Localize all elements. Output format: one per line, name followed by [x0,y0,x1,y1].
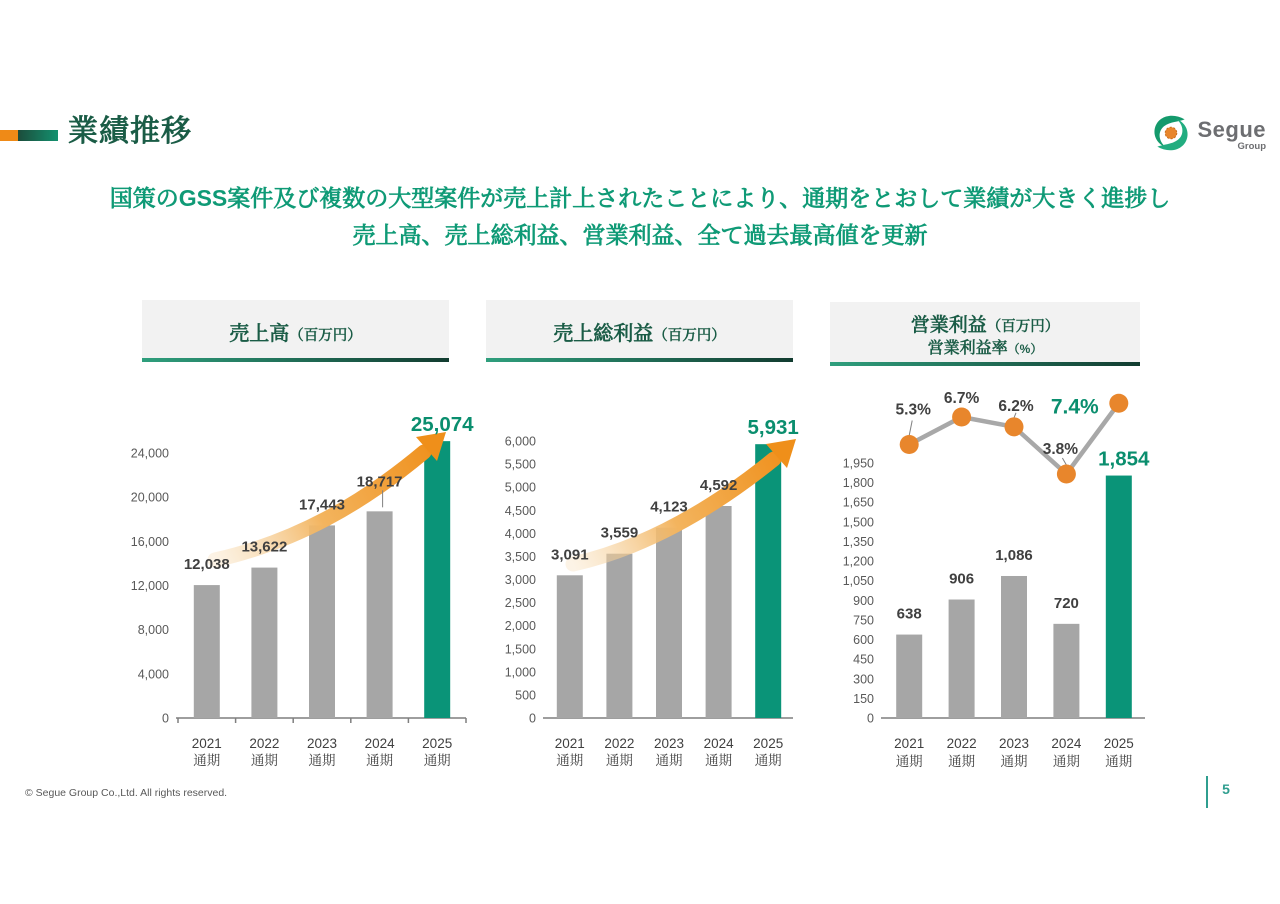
svg-text:2021: 2021 [554,736,585,751]
svg-text:12,038: 12,038 [183,556,230,574]
svg-text:5.3%: 5.3% [895,401,931,419]
svg-text:900: 900 [853,593,874,608]
svg-text:906: 906 [949,570,975,588]
svg-text:2025: 2025 [422,736,453,751]
svg-text:4,123: 4,123 [650,498,688,516]
svg-text:通期: 通期 [655,753,683,768]
svg-text:2025: 2025 [753,736,784,751]
svg-text:2,500: 2,500 [504,596,536,611]
gross-profit-chart-header [486,300,793,362]
svg-text:2022: 2022 [249,736,280,751]
page-number-divider [1206,776,1208,808]
svg-text:通期: 通期 [705,753,733,768]
svg-text:2022: 2022 [946,736,977,751]
gross-profit-chart [480,390,820,785]
svg-text:3,000: 3,000 [504,573,536,587]
revenue-chart-header [142,300,449,362]
svg-text:2024: 2024 [703,736,734,751]
svg-text:6.2%: 6.2% [998,397,1034,415]
svg-text:4,000: 4,000 [137,667,169,682]
svg-text:638: 638 [896,605,922,623]
svg-text:8,000: 8,000 [137,623,169,638]
svg-text:通期: 通期 [1105,754,1133,769]
operating-profit-chart-header [830,302,1140,366]
svg-text:2023: 2023 [998,736,1030,751]
svg-text:6.7%: 6.7% [943,390,980,408]
operating-profit-chart [820,385,1180,785]
svg-text:500: 500 [515,688,536,703]
svg-text:通期: 通期 [193,753,221,768]
svg-text:6,000: 6,000 [504,434,536,449]
svg-text:通期: 通期 [423,753,451,768]
gross-profit-chart-title: 売上総利益（百万円） [553,322,726,345]
svg-text:3,091: 3,091 [551,546,589,564]
svg-text:通期: 通期 [366,753,394,768]
svg-text:1,086: 1,086 [995,546,1033,564]
svg-text:4,592: 4,592 [699,477,738,495]
svg-text:5,000: 5,000 [504,480,536,495]
page-title: 業績推移 [68,115,192,148]
svg-text:17,443: 17,443 [299,496,345,514]
segue-logo [1150,112,1266,159]
svg-text:通期: 通期 [895,754,923,769]
svg-text:16,000: 16,000 [130,534,169,549]
svg-text:通期: 通期 [250,753,278,768]
svg-text:20,000: 20,000 [130,490,169,505]
svg-text:2023: 2023 [653,736,685,751]
title-accent-bar [0,130,58,141]
svg-text:18,717: 18,717 [356,473,403,491]
svg-text:7.4%: 7.4% [1050,395,1099,419]
svg-text:通期: 通期 [556,753,584,768]
svg-text:12,000: 12,000 [130,579,169,593]
svg-text:1,500: 1,500 [504,642,536,657]
svg-text:600: 600 [853,633,874,648]
svg-text:1,000: 1,000 [504,665,536,680]
svg-text:300: 300 [853,672,874,687]
svg-text:通期: 通期 [754,753,782,768]
svg-text:450: 450 [853,652,874,667]
svg-text:750: 750 [853,613,874,628]
revenue-header-underline [142,358,449,362]
svg-text:4,500: 4,500 [504,503,536,518]
svg-text:2024: 2024 [364,736,395,751]
svg-text:13,622: 13,622 [241,538,288,556]
svg-text:通期: 通期 [948,754,976,769]
operating-profit-chart-title: 営業利益（百万円） [910,315,1060,336]
key-message [0,180,1280,254]
logo-brand-name: Segue [1197,117,1266,143]
svg-text:3,559: 3,559 [600,524,639,542]
key-message-line2: 売上高、売上総利益、営業利益、全て過去最高値を更新 [352,222,928,248]
svg-text:0: 0 [162,711,169,726]
svg-text:2023: 2023 [306,736,338,751]
logo-brand-sub: Group [1237,141,1266,153]
svg-text:1,854: 1,854 [1098,447,1150,471]
svg-text:3.8%: 3.8% [1042,441,1079,459]
svg-text:2021: 2021 [894,736,925,751]
svg-text:1,200: 1,200 [842,554,874,569]
key-message-line1: 国策のGSS案件及び複数の大型案件が売上計上されたことにより、通期をとおして業績が大きく進捗し [109,185,1171,211]
svg-text:1,650: 1,650 [842,495,874,510]
svg-text:通期: 通期 [308,753,336,768]
svg-text:25,074: 25,074 [410,413,474,437]
svg-text:0: 0 [867,711,874,726]
svg-text:3,500: 3,500 [504,549,536,564]
revenue-chart [100,390,480,785]
svg-text:1,950: 1,950 [842,456,874,471]
svg-text:1,800: 1,800 [842,476,874,491]
svg-text:150: 150 [853,691,874,706]
svg-text:1,500: 1,500 [842,515,874,530]
page-number: 5 [1222,781,1230,797]
svg-text:2021: 2021 [191,736,222,751]
svg-text:1,350: 1,350 [842,534,874,549]
svg-text:4,000: 4,000 [504,526,536,541]
svg-text:5,931: 5,931 [747,416,799,440]
segue-swirl-icon [1150,112,1192,159]
copyright-text: © Segue Group Co.,Ltd. All rights reserved. [25,787,228,799]
operating-profit-margin-title: 営業利益率（%） [927,340,1043,357]
revenue-chart-title: 売上高（百万円） [229,322,362,345]
svg-text:2025: 2025 [1103,736,1134,751]
accent-orange-segment [0,130,18,141]
svg-text:通期: 通期 [1052,754,1080,769]
svg-text:5,500: 5,500 [504,457,536,472]
svg-text:0: 0 [529,711,536,726]
svg-text:1,050: 1,050 [842,574,874,589]
svg-text:通期: 通期 [1000,754,1028,769]
svg-text:720: 720 [1053,594,1079,612]
gross-profit-header-underline [486,358,793,362]
svg-text:24,000: 24,000 [130,446,169,461]
svg-text:通期: 通期 [605,753,633,768]
segue-logo-text [1197,119,1266,152]
svg-text:2,000: 2,000 [504,619,536,634]
svg-text:2022: 2022 [604,736,635,751]
accent-green-segment [18,130,58,141]
operating-profit-header-underline [830,362,1140,366]
svg-text:2024: 2024 [1051,736,1082,751]
